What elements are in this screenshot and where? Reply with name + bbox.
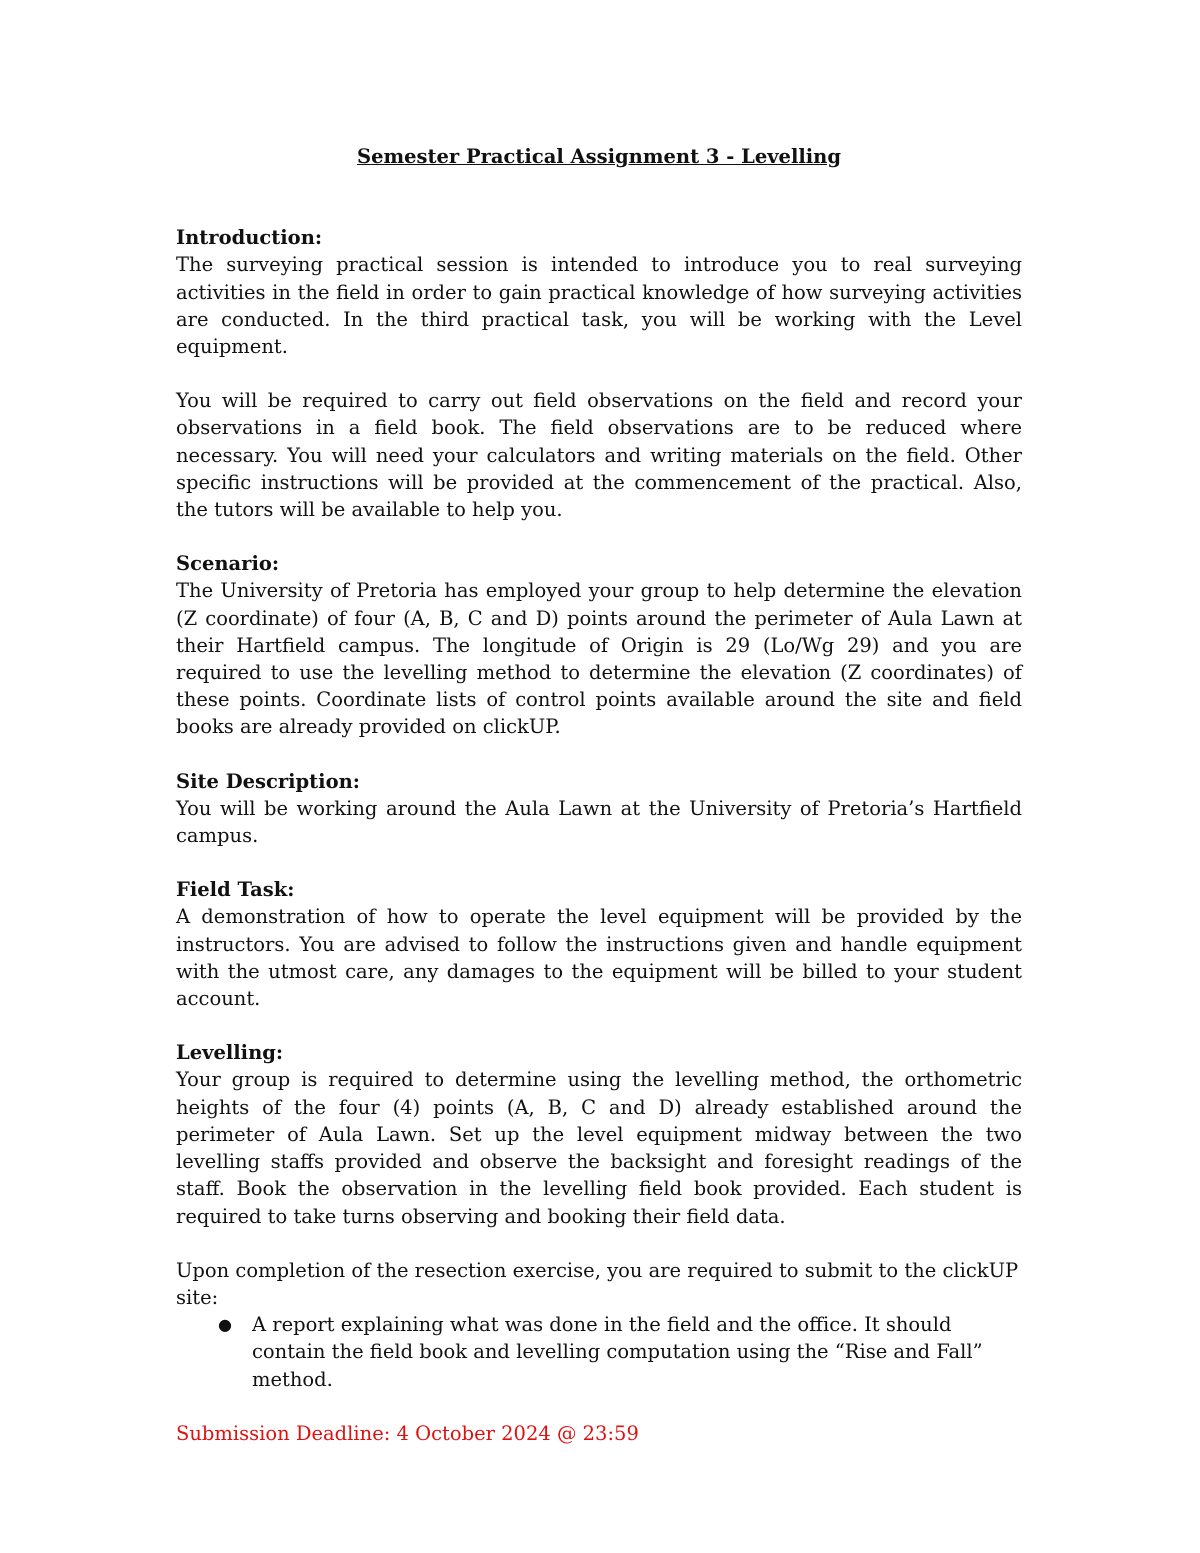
document-title: Semester Practical Assignment 3 - Levelling [357,145,841,168]
introduction-paragraph-2-block [176,387,1022,523]
levelling-section [176,1039,1022,1229]
site-description-paragraph: You will be working around the Aula Lawn at the University of Pretoria’s Hartfield campus. [176,796,1022,848]
site-description-heading: Site Description: [176,769,360,793]
list-item [176,1311,1022,1393]
scenario-section [176,550,1022,740]
scenario-heading: Scenario: [176,552,280,576]
submission-section [176,1257,1022,1393]
introduction-paragraph-2: You will be required to carry out field observations on the field and record your observations in a field book. The field observations are to be reduced where necessary. You will need your calculators and writing materials on the field. Other specific instructions will be provided at the commencement of the practical. Also, the tutors will be available to help you. [176,389,1022,522]
levelling-paragraph: Your group is required to determine using the levelling method, the orthometric heights of the four (4) points (A, B, C and D) already established around the perimeter of Aula Lawn. Set up the level equipment midway between the two levelling staffs provided and observe the backsight and foresight readings of the staff. Book the observation in the levelling field book provided. Each student is required to take turns observing and booking their field data. [176,1068,1022,1228]
submission-intro: Upon completion of the resection exercise, you are required to submit to the clickUP site: [176,1258,1019,1309]
bullet-icon: ● [218,1315,232,1335]
submission-list [176,1311,1022,1393]
introduction-paragraph-1: The surveying practical session is intended to introduce you to real surveying activities in the field in order to gain practical knowledge of how surveying activities are conducted. In the third practical task, you will be working with the Level equipment. [176,253,1022,359]
submission-deadline: Submission Deadline: 4 October 2024 @ 23:59 [176,1421,639,1445]
field-task-heading: Field Task: [176,878,295,902]
field-task-section [176,876,1022,1012]
levelling-heading: Levelling: [176,1041,284,1065]
introduction-section [176,224,1022,360]
scenario-paragraph: The University of Pretoria has employed your group to help determine the elevation (Z coordinate) of four (A, B, C and D) points around the perimeter of Aula Lawn at their Hartfield campus. The longitude of Origin is 29 (Lo/Wg 29) and you are required to use the levelling method to determine the elevation (Z coordinates) of these points. Coordinate lists of control points available around the site and field books are already provided on clickUP. [176,579,1022,739]
submission-item-text: A report explaining what was done in the field and the office. It should contain the field book and levelling computation using the “Rise and Fall” method. [252,1313,983,1391]
document-page [176,143,1022,1447]
site-description-section [176,768,1022,850]
field-task-paragraph: A demonstration of how to operate the level equipment will be provided by the instructors. You are advised to follow the instructions given and handle equipment with the utmost care, any damages to the equipment will be billed to your student account. [176,905,1022,1011]
introduction-heading: Introduction: [176,226,323,250]
